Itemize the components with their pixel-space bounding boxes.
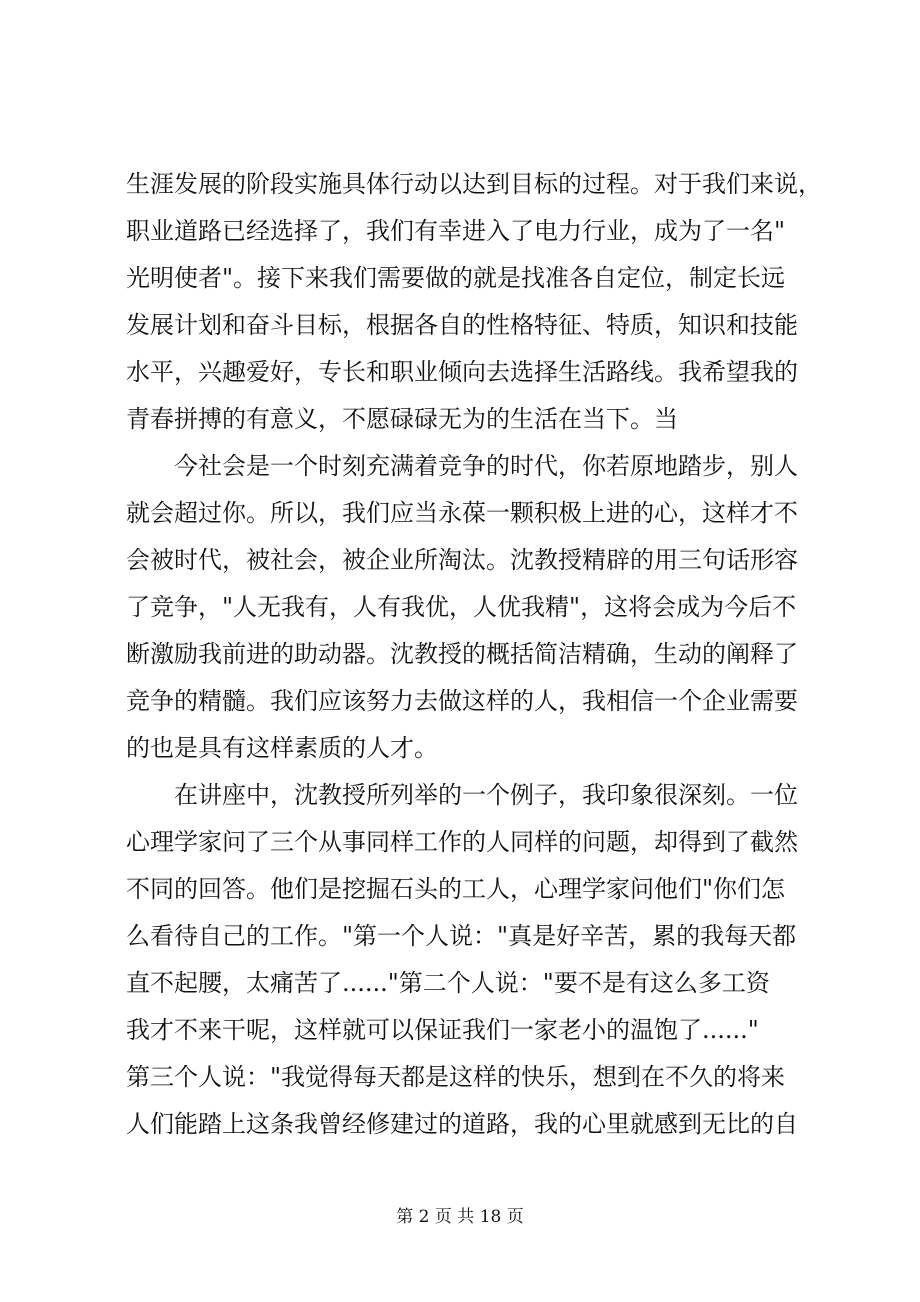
text-line: 断激励我前进的助动器。沈教授的概括简洁精确，生动的阐释了 xyxy=(126,640,798,668)
text-line: 在讲座中，沈教授所列举的一个例子，我印象很深刻。一位 xyxy=(174,781,798,809)
text-line: 不同的回答。他们是挖掘石头的工人，心理学家问他们"你们怎 xyxy=(126,875,786,903)
text-line: 了竞争，"人无我有，人有我优，人优我精"，这将会成为今后不 xyxy=(126,593,797,621)
text-line: 竞争的精髓。我们应该努力去做这样的人，我相信一个企业需要 xyxy=(126,687,798,715)
text-line: 会被时代，被社会，被企业所淘汰。沈教授精辟的用三句话形容 xyxy=(126,546,798,574)
text-line: 职业道路已经选择了，我们有幸进入了电力行业，成为了一名" xyxy=(126,217,786,245)
text-line: 青春拼搏的有意义，不愿碌碌无为的生活在当下。当 xyxy=(126,405,678,433)
text-line: 就会超过你。所以，我们应当永葆一颗积极上进的心，这样才不 xyxy=(126,499,798,527)
body-text xyxy=(126,161,826,1148)
text-line: 生涯发展的阶段实施具体行动以达到目标的过程。对于我们来说， xyxy=(126,170,822,198)
page-number-footer: 第 2 页 共 18 页 xyxy=(396,1207,524,1227)
text-line: 直不起腰，太痛苦了......"第二个人说："要不是有这么多工资 xyxy=(126,969,770,997)
text-line: 人们能踏上这条我曾经修建过的道路，我的心里就感到无比的自 xyxy=(126,1110,798,1138)
text-line: 光明使者"。接下来我们需要做的就是找准各自定位，制定长远 xyxy=(126,264,786,292)
text-line: 的也是具有这样素质的人才。 xyxy=(126,734,438,762)
text-line: 第三个人说："我觉得每天都是这样的快乐，想到在不久的将来 xyxy=(126,1063,786,1091)
text-line: 么看待自己的工作。"第一个人说："真是好辛苦，累的我每天都 xyxy=(126,922,797,950)
text-line: 水平，兴趣爱好，专长和职业倾向去选择生活路线。我希望我的 xyxy=(126,358,798,386)
text-line: 今社会是一个时刻充满着竞争的时代，你若原地踏步，别人 xyxy=(174,452,798,480)
text-line: 我才不来干呢，这样就可以保证我们一家老小的温饱了......" xyxy=(126,1016,759,1044)
text-line: 心理学家问了三个从事同样工作的人同样的问题，却得到了截然 xyxy=(126,828,798,856)
text-line: 发展计划和奋斗目标，根据各自的性格特征、特质，知识和技能 xyxy=(126,311,798,339)
